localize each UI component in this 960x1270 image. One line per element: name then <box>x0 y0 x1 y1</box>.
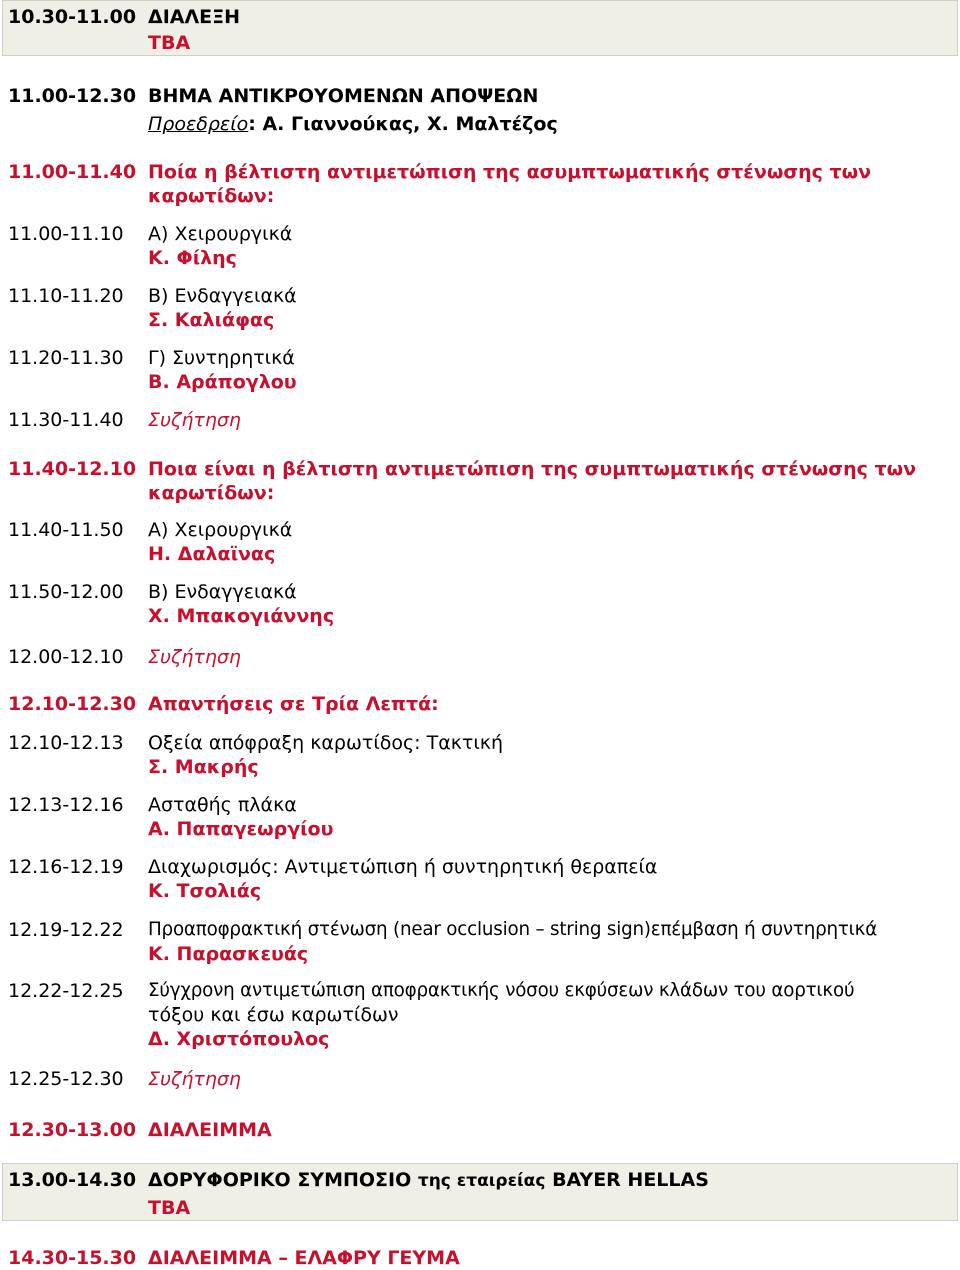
company-prefix: της εταιρείας <box>417 1171 546 1191</box>
talk-time: 12.13-12.16 <box>8 794 124 816</box>
talk-time: 11.40-11.50 <box>8 519 124 541</box>
talk-title: Β) Ενδαγγειακά <box>148 581 297 603</box>
break-title: ΔΙΑΛΕΙΜΜΑ <box>148 1119 272 1141</box>
session-header-lecture <box>2 0 958 56</box>
section-title: Ποία η βέλτιστη αντιμετώπιση της ασυμπτωματικής στένωσης των <box>148 161 872 183</box>
talk-speaker: Κ. Παρασκευάς <box>148 943 309 965</box>
section-time: 11.40-12.10 <box>8 458 137 480</box>
talk-speaker: Σ. Μακρής <box>148 756 259 778</box>
talk-time: 12.16-12.19 <box>8 856 124 878</box>
chair-line <box>148 112 558 136</box>
discussion-label: Συζήτηση <box>148 409 241 431</box>
talk-speaker: Α. Παπαγεωργίου <box>148 818 334 840</box>
session-title: ΔΟΡΥΦΟΡΙΚΟ ΣΥΜΠΟΣΙΟ <box>148 1169 412 1191</box>
talk-time: 12.10-12.13 <box>8 732 124 754</box>
discussion-time: 12.00-12.10 <box>8 646 124 668</box>
section-time: 12.10-12.30 <box>8 693 137 715</box>
talk-speaker: Κ. Τσολιάς <box>148 880 262 902</box>
talk-title: Β) Ενδαγγειακά <box>148 285 297 307</box>
discussion-time: 11.30-11.40 <box>8 409 124 431</box>
talk-time: 11.50-12.00 <box>8 581 124 603</box>
session-title: ΒΗΜΑ ΑΝΤΙΚΡΟΥΟΜΕΝΩΝ ΑΠΟΨΕΩΝ <box>148 85 539 107</box>
break-title: ΔΙΑΛΕΙΜΜΑ – ΕΛΑΦΡΥ ΓΕΥΜΑ <box>148 1247 460 1269</box>
break-time: 14.30-15.30 <box>8 1247 137 1269</box>
talk-title: Α) Χειρουργικά <box>148 223 293 245</box>
chair-label: Προεδρείο <box>148 113 249 135</box>
talk-speaker: Σ. Καλιάφας <box>148 309 275 331</box>
talk-time: 12.22-12.25 <box>8 980 124 1002</box>
section-title: Απαντήσεις σε Τρία Λεπτά: <box>148 693 439 715</box>
talk-speaker: Η. Δαλαϊνας <box>148 543 276 565</box>
talk-title-cont: τόξου και έσω καρωτίδων <box>148 1004 399 1026</box>
talk-speaker: Χ. Μπακογιάννης <box>148 605 335 627</box>
talk-time: 11.10-11.20 <box>8 285 124 307</box>
talk-time: 12.19-12.22 <box>8 919 124 941</box>
session-time: 13.00-14.30 <box>8 1169 137 1191</box>
session-time: 11.00-12.30 <box>8 85 137 107</box>
discussion-time: 12.25-12.30 <box>8 1068 124 1090</box>
session-speaker-tba: TBA <box>148 1197 191 1219</box>
section-title: Ποια είναι η βέλτιστη αντιμετώπιση της συμπτωματικής στένωσης των <box>148 458 917 480</box>
talk-title: Διαχωρισμός: Αντιμετώπιση ή συντηρητική θεραπεία <box>148 856 658 878</box>
talk-title: Γ) Συντηρητικά <box>148 347 295 369</box>
section-time: 11.00-11.40 <box>8 161 137 183</box>
talk-title: Ασταθής πλάκα <box>148 794 297 816</box>
session-speaker-tba: TBA <box>148 32 191 54</box>
discussion-label: Συζήτηση <box>148 1068 241 1090</box>
section-title-cont: καρωτίδων: <box>148 185 275 207</box>
company-name: BAYER HELLAS <box>552 1169 709 1191</box>
talk-speaker: Β. Αράπογλου <box>148 371 297 393</box>
talk-title: Οξεία απόφραξη καρωτίδος: Τακτική <box>148 732 504 754</box>
section-title-cont: καρωτίδων: <box>148 482 275 504</box>
session-time: 10.30-11.00 <box>8 6 137 28</box>
talk-speaker: Κ. Φίλης <box>148 247 237 269</box>
discussion-label: Συζήτηση <box>148 646 241 668</box>
break-time: 12.30-13.00 <box>8 1119 137 1141</box>
talk-title: Σύγχρονη αντιμετώπιση αποφρακτικής νόσου εκφύσεων κλάδων του αορτικού <box>148 980 855 1001</box>
talk-title: Προαποφρακτική στένωση (near occlusion – string sign)επέμβαση ή συντηρητικά <box>148 919 878 940</box>
talk-speaker: Δ. Χριστόπουλος <box>148 1028 330 1050</box>
talk-time: 11.20-11.30 <box>8 347 124 369</box>
session-title-line <box>148 1168 709 1193</box>
chair-names: : Α. Γιαννούκας, Χ. Μαλτέζος <box>248 113 558 135</box>
talk-time: 11.00-11.10 <box>8 223 124 245</box>
session-title: ΔΙΑΛΕΞΗ <box>148 6 241 28</box>
talk-title: Α) Χειρουργικά <box>148 519 293 541</box>
